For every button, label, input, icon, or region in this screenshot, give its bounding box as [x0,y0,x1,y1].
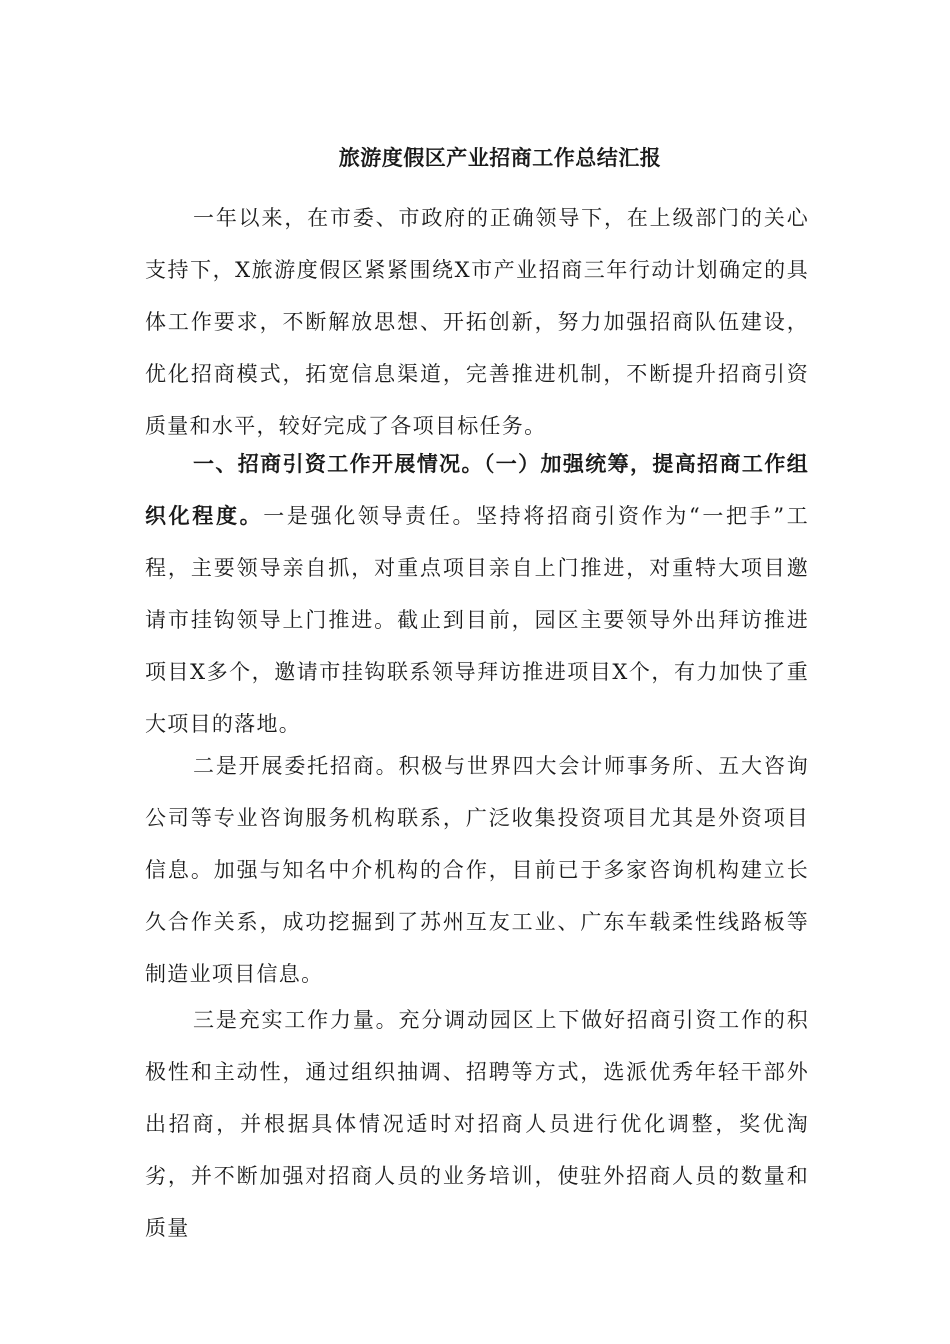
section-heading: 一、招商引资工作开展情况。（一）加强统筹，提高招商工作组织化程度。 [145,451,809,528]
paragraph-section-one [145,438,809,750]
paragraph-staffing: 三是充实工作力量。充分调动园区上下做好招商引资工作的积极性和主动性，通过组织抽调、招聘等方式，选派优秀年轻干部外出招商，并根据具体情况适时对招商人员进行优化调整，奖优淘劣，并不断加强对招商人员的业务培训，使驻外招商人员的数量和质量 [145,1008,809,1240]
document-title: 旅游度假区产业招商工作总结汇报 [338,145,662,170]
paragraph-intro: 一年以来，在市委、市政府的正确领导下，在上级部门的关心支持下，X旅游度假区紧紧围绕X市产业招商三年行动计划确定的具体工作要求，不断解放思想、开拓创新，努力加强招商队伍建设，优化招商模式，拓宽信息渠道，完善推进机制，不断提升招商引资质量和水平，较好完成了各项目标任务。 [145,206,809,438]
paragraph-commissioned-investment: 二是开展委托招商。积极与世界四大会计师事务所、五大咨询公司等专业咨询服务机构联系，广泛收集投资项目尤其是外资项目信息。加强与知名中介机构的合作，目前已于多家咨询机构建立长久合作关系，成功挖掘到了苏州互友工业、广东车载柔性线路板等制造业项目信息。 [145,754,809,986]
section-one-body: 一是强化领导责任。坚持将招商引资作为“一把手”工程，主要领导亲自抓，对重点项目亲自上门推进，对重特大项目邀请市挂钩领导上门推进。截止到目前，园区主要领导外出拜访推进项目X多个，邀请市挂钩联系领导拜访推进项目X个，有力加快了重大项目的落地。 [145,504,810,736]
